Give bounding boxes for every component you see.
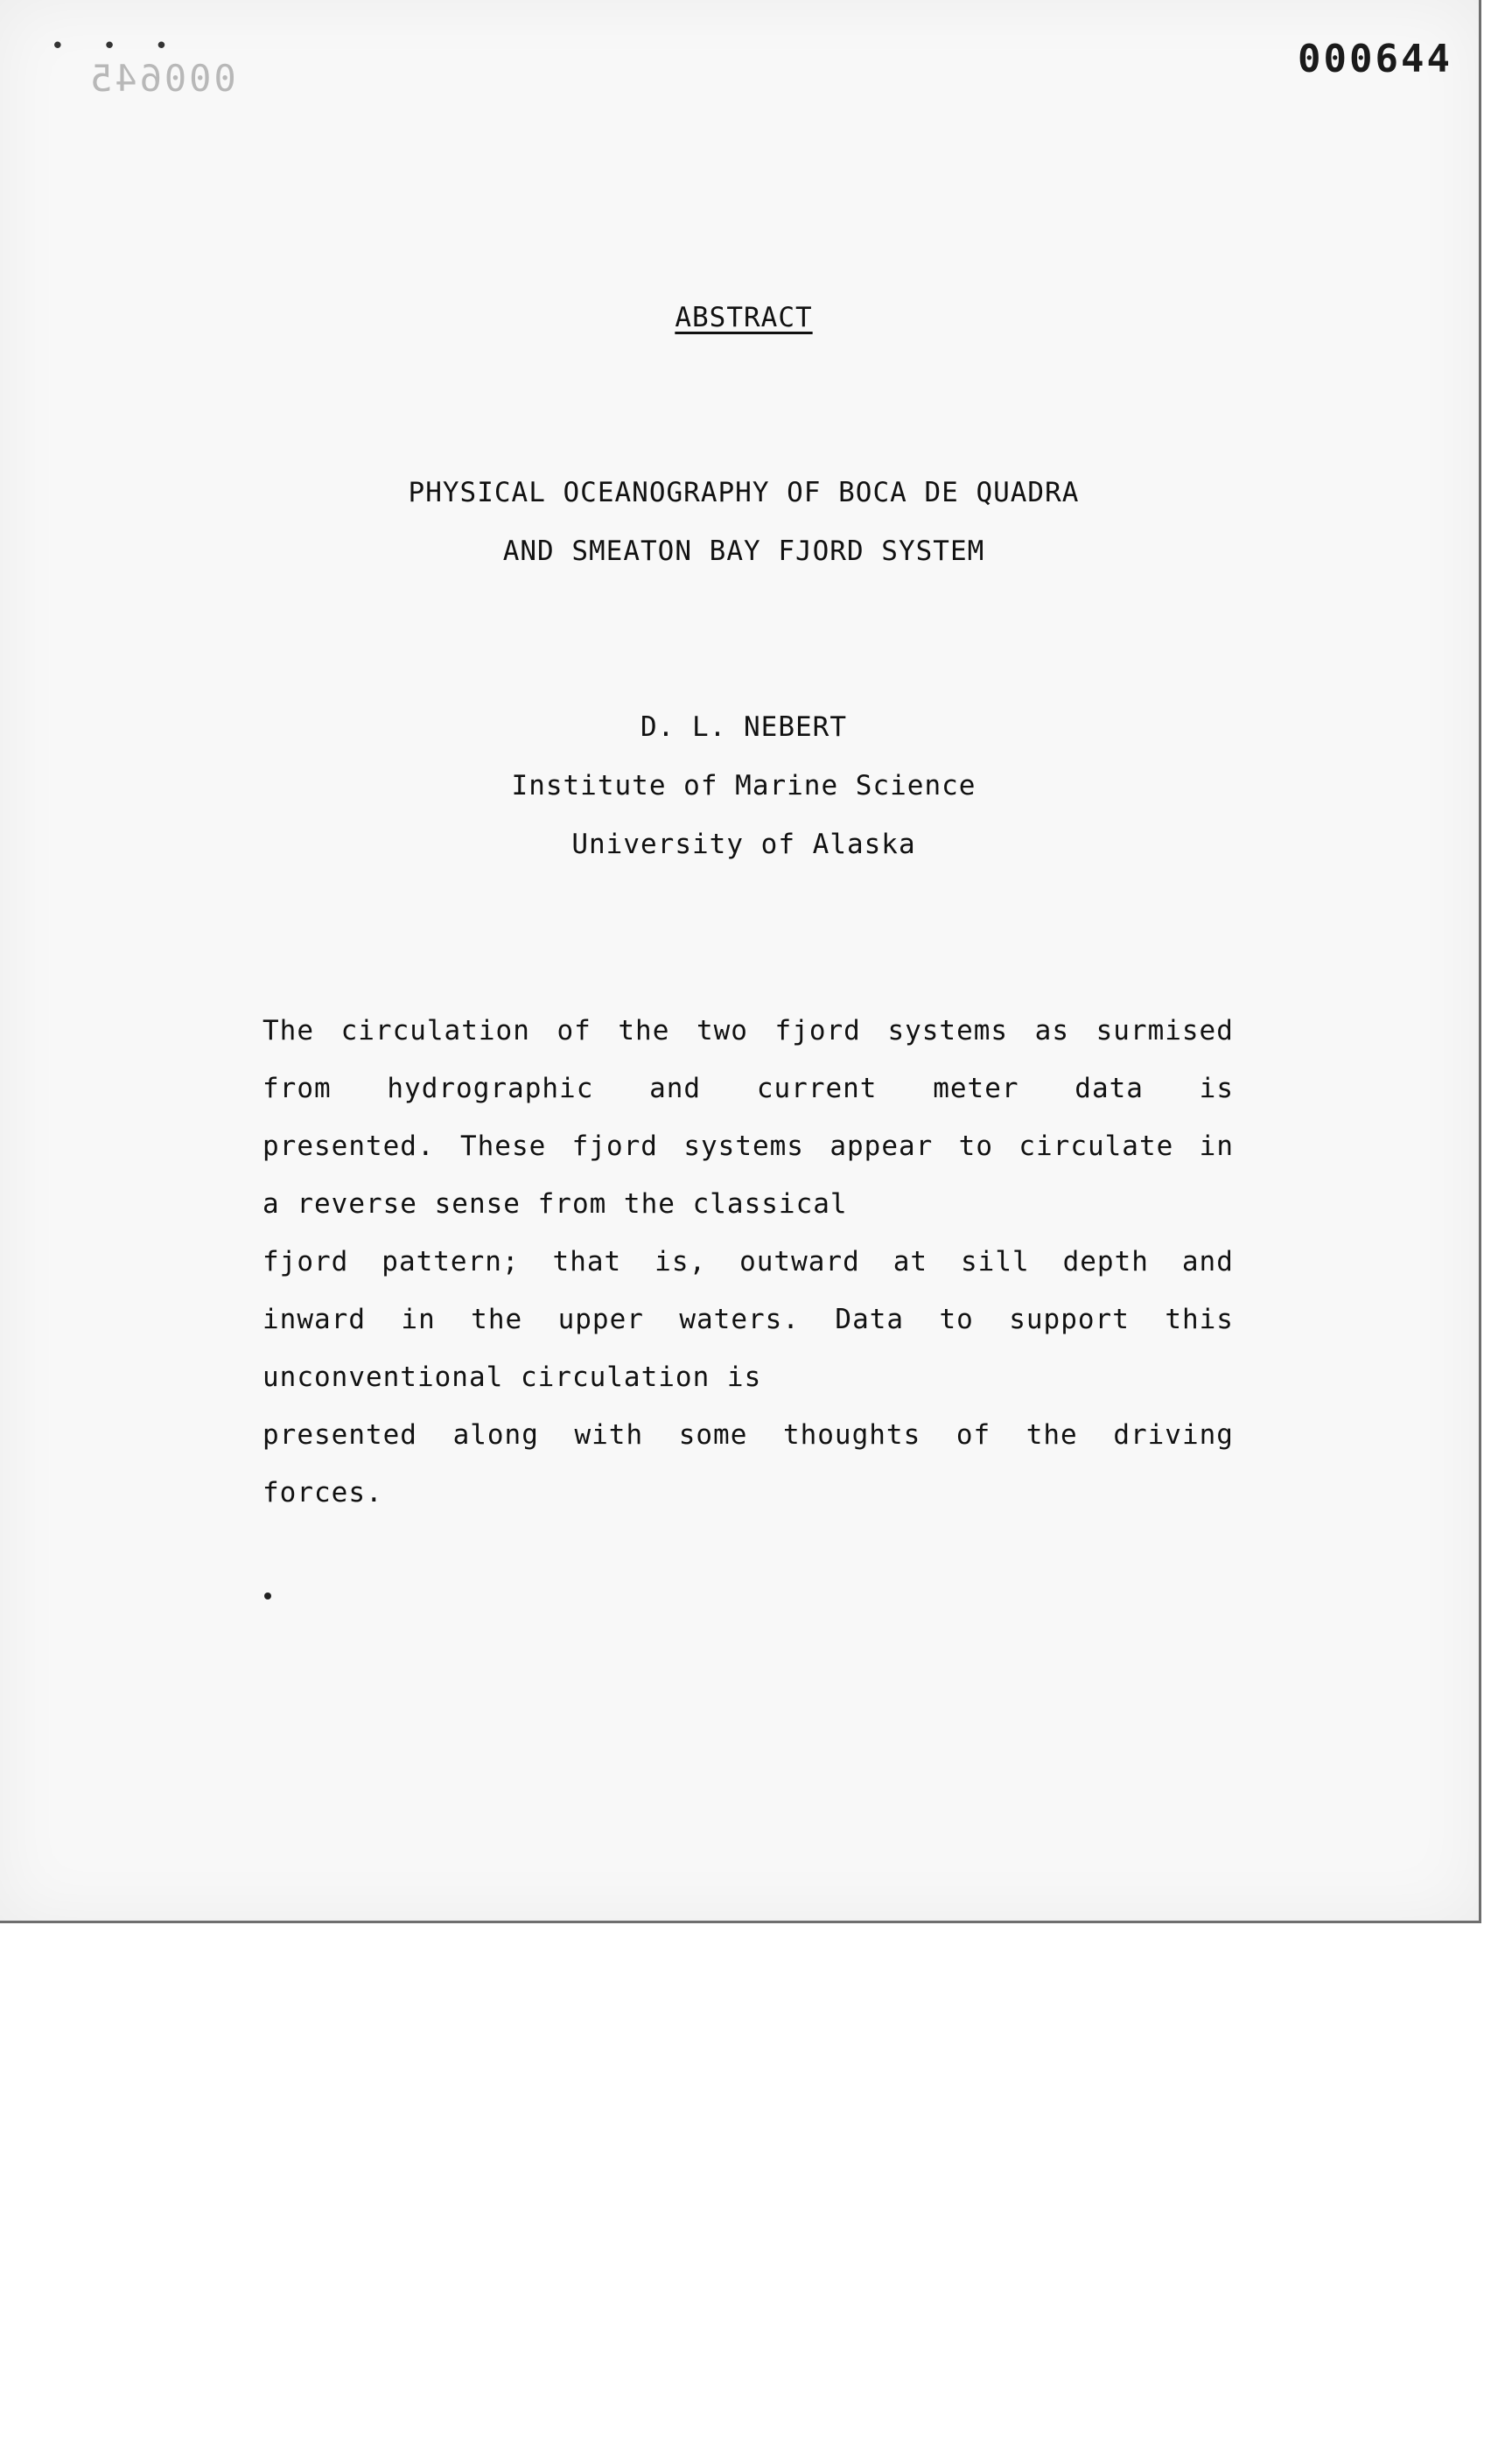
abstract-word: fjord <box>774 1015 861 1046</box>
abstract-word: fjord <box>262 1246 349 1278</box>
page-number-stamp: 000644 <box>1298 37 1452 81</box>
abstract-word: Data <box>835 1304 905 1335</box>
abstract-word: to <box>958 1130 993 1162</box>
abstract-word: pattern; <box>382 1246 520 1278</box>
abstract-line-2 <box>262 1060 1234 1117</box>
abstract-word: meter <box>933 1073 1019 1104</box>
abstract-line-8 <box>262 1406 1234 1464</box>
abstract-word: presented <box>262 1419 417 1451</box>
abstract-word: at <box>892 1246 928 1278</box>
abstract-word: presented. <box>262 1130 435 1162</box>
abstract-word: current <box>756 1073 878 1104</box>
abstract-word: and <box>1181 1246 1234 1278</box>
abstract-word: some <box>678 1419 748 1451</box>
abstract-word: that <box>552 1246 622 1278</box>
abstract-word: waters. <box>679 1304 800 1335</box>
abstract-word: two <box>696 1015 748 1046</box>
abstract-word: circulate <box>1018 1130 1174 1162</box>
author-name: D. L. NEBERT <box>640 711 847 743</box>
abstract-word: from <box>262 1073 332 1104</box>
abstract-word: sill <box>961 1246 1030 1278</box>
abstract-word: inward <box>262 1304 366 1335</box>
abstract-word: is <box>1199 1073 1234 1104</box>
bleed-through-page-number: 000645 <box>88 57 236 100</box>
abstract-word: fjord <box>571 1130 658 1162</box>
abstract-word: and <box>649 1073 702 1104</box>
abstract-word: of <box>956 1419 991 1451</box>
abstract-word: the <box>471 1304 523 1335</box>
abstract-word: These <box>459 1130 547 1162</box>
abstract-word: The <box>262 1015 314 1046</box>
abstract-word: to <box>939 1304 974 1335</box>
title-line-2: AND SMEATON BAY FJORD SYSTEM <box>502 536 985 567</box>
title-line-1: PHYSICAL OCEANOGRAPHY OF BOCA DE QUADRA <box>408 477 1080 508</box>
abstract-heading: ABSTRACT <box>675 302 813 333</box>
abstract-word: support <box>1009 1304 1130 1335</box>
abstract-word: is, <box>654 1246 707 1278</box>
affiliation-institute: Institute of Marine Science <box>511 770 976 802</box>
abstract-line-6 <box>262 1291 1234 1348</box>
abstract-word: systems <box>887 1015 1009 1046</box>
stray-dot-mark <box>264 1592 271 1600</box>
margin-marks: • • • <box>51 33 181 60</box>
abstract-word: systems <box>683 1130 804 1162</box>
abstract-word: data <box>1074 1073 1144 1104</box>
abstract-word: circulation <box>340 1015 530 1046</box>
abstract-line-9: forces. <box>262 1477 383 1508</box>
abstract-word: driving <box>1113 1419 1234 1451</box>
abstract-word: in <box>401 1304 436 1335</box>
abstract-line-3 <box>262 1117 1234 1175</box>
abstract-word: hydrographic <box>387 1073 594 1104</box>
abstract-line-1 <box>262 1002 1234 1060</box>
abstract-word: the <box>1026 1419 1078 1451</box>
abstract-word: surmised <box>1096 1015 1234 1046</box>
abstract-word: thoughts <box>782 1419 921 1451</box>
abstract-word: this <box>1165 1304 1234 1335</box>
abstract-word: as <box>1034 1015 1069 1046</box>
abstract-line-4: a reverse sense from the classical <box>262 1188 848 1220</box>
abstract-word: of <box>556 1015 592 1046</box>
abstract-word: with <box>574 1419 644 1451</box>
abstract-word: upper <box>557 1304 644 1335</box>
abstract-word: along <box>452 1419 539 1451</box>
abstract-word: outward <box>739 1246 860 1278</box>
abstract-body <box>262 1002 1234 1522</box>
affiliation-university: University of Alaska <box>571 829 916 860</box>
abstract-word: depth <box>1062 1246 1149 1278</box>
abstract-word: in <box>1199 1130 1234 1162</box>
abstract-line-5 <box>262 1233 1234 1291</box>
abstract-line-7: unconventional circulation is <box>262 1362 762 1393</box>
abstract-word: appear <box>830 1130 934 1162</box>
abstract-word: the <box>618 1015 670 1046</box>
